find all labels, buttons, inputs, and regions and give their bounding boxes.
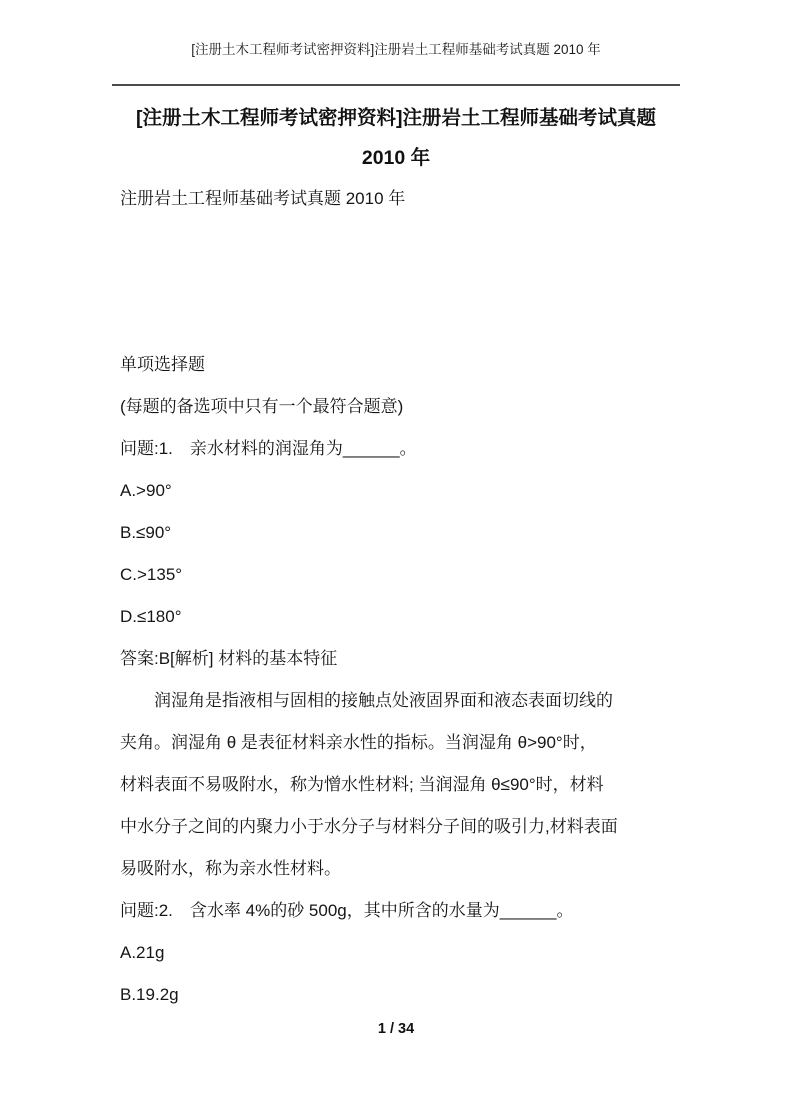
question-2-option-a: A.21g (120, 943, 165, 962)
question-1-text: 问题:1. 亲水材料的润湿角为______。 (120, 439, 417, 458)
document-body (120, 344, 720, 1016)
explanation-line: 易吸附水，称为亲水性材料。 (120, 859, 341, 878)
document-title: [注册土木工程师考试密押资料]注册岩土工程师基础考试真题 2010 年 (136, 107, 656, 169)
explanation-line: 润湿角是指液相与固相的接触点处液固界面和液态表面切线的 (120, 691, 613, 710)
explanation-line: 夹角。润湿角 θ 是表征材料亲水性的指标。当润湿角 θ>90°时， (120, 733, 597, 752)
question-1-option-b: B.≤90° (120, 523, 172, 542)
question-1-answer: 答案:B[解析] 材料的基本特征 (120, 649, 338, 668)
section-heading: 单项选择题 (120, 355, 205, 374)
question-1-option-a: A.>90° (120, 481, 172, 500)
question-1-option-d: D.≤180° (120, 607, 182, 626)
question-1-option-c: C.>135° (120, 565, 183, 584)
section-note: (每题的备选项中只有一个最符合题意) (120, 397, 404, 416)
page-number: 1 / 34 (377, 1021, 415, 1037)
question-2-text: 问题:2. 含水率 4%的砂 500g，其中所含的水量为______。 (120, 901, 574, 920)
document-subtitle: 注册岩土工程师基础考试真题 2010 年 (120, 189, 406, 208)
header-divider (112, 84, 680, 86)
running-header: [注册土木工程师考试密押资料]注册岩土工程师基础考试真题 2010 年 (191, 42, 601, 57)
explanation-line: 材料表面不易吸附水，称为憎水性材料; 当润湿角 θ≤90°时，材料 (120, 775, 604, 794)
explanation-line: 中水分子之间的内聚力小于水分子与材料分子间的吸引力,材料表面 (120, 817, 618, 836)
question-2-option-b: B.19.2g (120, 985, 179, 1004)
